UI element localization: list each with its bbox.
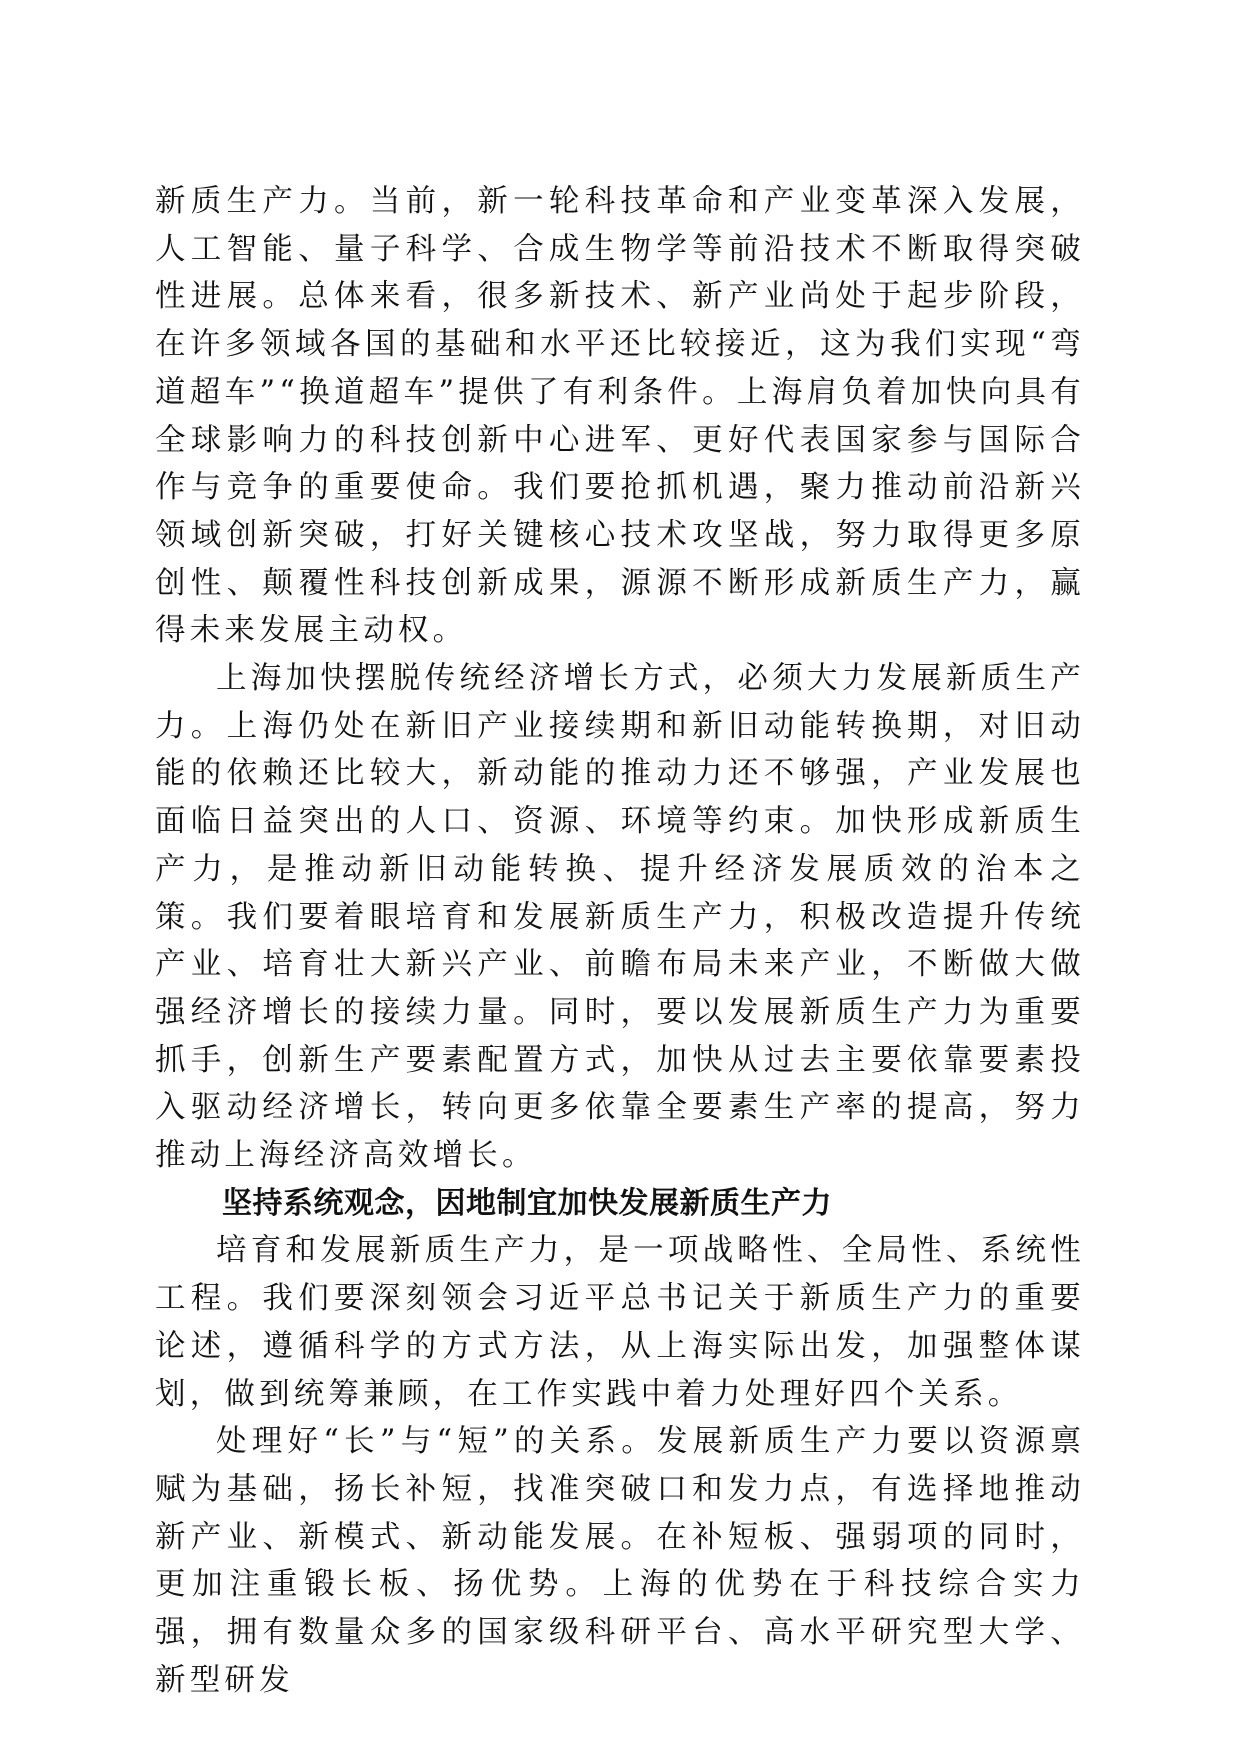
section-heading: 坚持系统观念，因地制宜加快发展新质生产力 [222,1185,832,1221]
document-page [155,178,1085,1705]
paragraph-3: 培育和发展新质生产力，是一项战略性、全局性、系统性工程。我们要深刻领会习近平总书记关于新质生产力的重要论述，遵循科学的方式方法，从上海实际出发，加强整体谋划，做到统筹兼顾，在工作实践中着力处理好四个关系。 [155,1233,1085,1412]
paragraph-4: 处理好“长”与“短”的关系。发展新质生产力要以资源禀赋为基础，扬长补短，找准突破口和发力点，有选择地推动新产业、新模式、新动能发展。在补短板、强弱项的同时，更加注重锻长板、扬优势。上海的优势在于科技综合实力强，拥有数量众多的国家级科研平台、高水平研究型大学、新型研发 [155,1424,1085,1698]
paragraph-2: 上海加快摆脱传统经济增长方式，必须大力发展新质生产力。上海仍处在新旧产业接续期和新旧动能转换期，对旧动能的依赖还比较大，新动能的推动力还不够强，产业发展也面临日益突出的人口、资源、环境等约束。加快形成新质生产力，是推动新旧动能转换、提升经济发展质效的治本之策。我们要着眼培育和发展新质生产力，积极改造提升传统产业、培育壮大新兴产业、前瞻布局未来产业，不断做大做强经济增长的接续力量。同时，要以发展新质生产力为重要抓手，创新生产要素配置方式，加快从过去主要依靠要素投入驱动经济增长，转向更多依靠全要素生产率的提高，努力推动上海经济高效增长。 [155,661,1085,1174]
paragraph-1: 新质生产力。当前，新一轮科技革命和产业变革深入发展，人工智能、量子科学、合成生物学等前沿技术不断取得突破性进展。总体来看，很多新技术、新产业尚处于起步阶段，在许多领域各国的基础和水平还比较接近，这为我们实现“弯道超车”“换道超车”提供了有利条件。上海肩负着加快向具有全球影响力的科技创新中心进军、更好代表国家参与国际合作与竞争的重要使命。我们要抢抓机遇，聚力推动前沿新兴领域创新突破，打好关键核心技术攻坚战，努力取得更多原创性、颠覆性科技创新成果，源源不断形成新质生产力，赢得未来发展主动权。 [155,184,1085,649]
